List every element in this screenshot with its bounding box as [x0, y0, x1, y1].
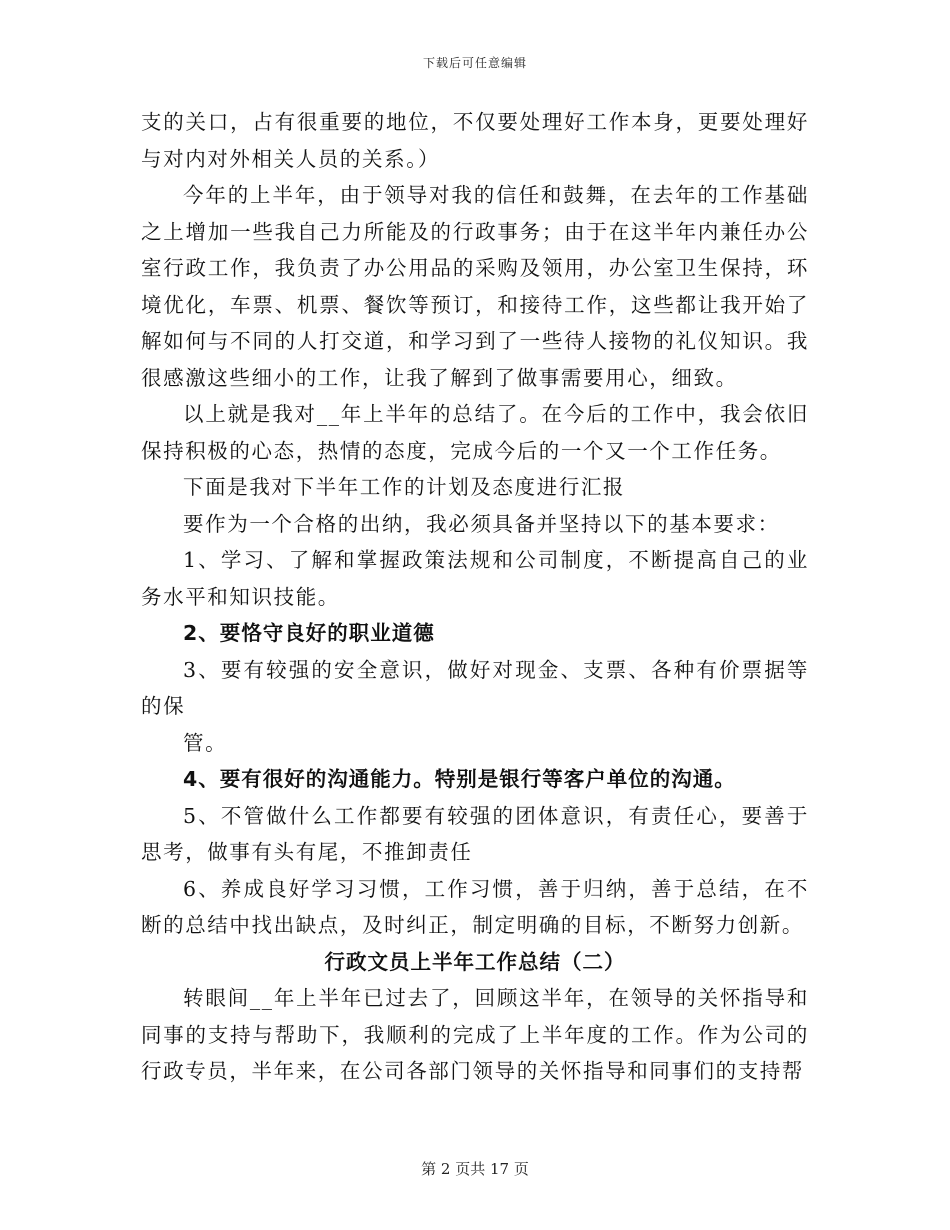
- paragraph-plan-intro: 下面是我对下半年工作的计划及态度进行汇报: [183, 475, 626, 499]
- list-item-3-continued: 管。: [183, 730, 228, 755]
- paragraph-summary-conclusion: 以上就是我对__年上半年的总结了。在今后的工作中，我会依旧保持积极的心态，热情的态度，完成今后的一个又一个工作任务。: [141, 402, 809, 463]
- list-item-2: 2、要恪守良好的职业道德: [183, 621, 435, 645]
- paragraph-continuation: 支的关口，占有很重要的地位，不仅要处理好工作本身，更要处理好与对内对外相关人员的关系。）: [141, 110, 809, 171]
- paragraph-section-two-intro: 转眼间__年上半年已过去了，回顾这半年，在领导的关怀指导和同事的支持与帮助下，我顺利的完成了上半年度的工作。作为公司的行政专员，半年来，在公司各部门领导的关怀指导和同事们的支持帮: [141, 986, 809, 1083]
- page-footer: 第 2 页共 17 页: [421, 1160, 529, 1178]
- list-item-4: 4、要有很好的沟通能力。特别是银行等客户单位的沟通。: [183, 767, 736, 791]
- section-title: 行政文员上半年工作总结（二）: [324, 949, 626, 974]
- list-item-6: 6、养成良好学习习惯，工作习惯，善于归纳，善于总结，在不断的总结中找出缺点，及时纠正，制定明确的目标，不断努力创新。: [141, 876, 809, 937]
- document-body: [141, 104, 809, 1090]
- list-item-1: 1、学习、了解和掌握政策法规和公司制度，不断提高自己的业务水平和知识技能。: [141, 548, 809, 609]
- paragraph-requirements-intro: 要作为一个合格的出纳，我必须具备并坚持以下的基本要求：: [183, 511, 780, 536]
- page-header: 下载后可任意编辑: [422, 56, 527, 70]
- list-item-5: 5、不管做什么工作都要有较强的团体意识，有责任心，要善于思考，做事有头有尾，不推卸责任: [141, 803, 809, 864]
- list-item-3: 3、要有较强的安全意识，做好对现金、支票、各种有价票据等的保: [141, 657, 809, 718]
- paragraph-first-half-year: 今年的上半年，由于领导对我的信任和鼓舞，在去年的工作基础之上增加一些我自己力所能及的行政事务；由于在这半年内兼任办公室行政工作，我负责了办公用品的采购及领用，办公室卫生保持，环境优化，车票、机票、餐饮等预订，和接待工作，这些都让我开始了解如何与不同的人打交道，和学习到了一些待人接物的礼仪知识。我很感激这些细小的工作，让我了解到了做事需要用心，细致。: [141, 183, 809, 390]
